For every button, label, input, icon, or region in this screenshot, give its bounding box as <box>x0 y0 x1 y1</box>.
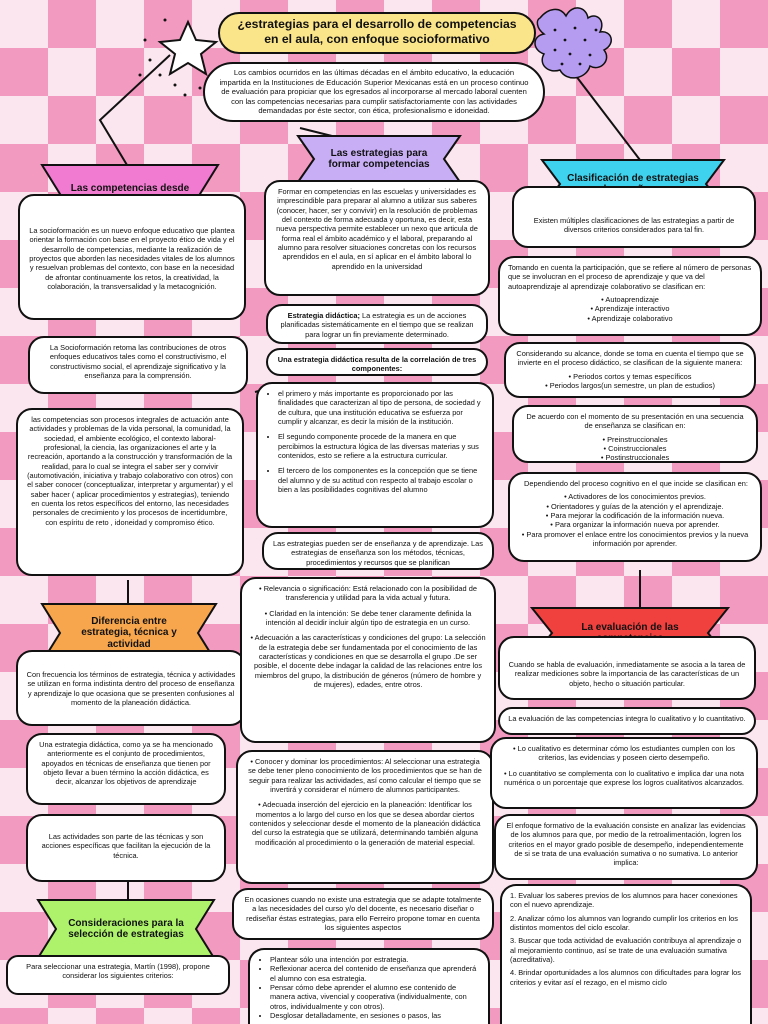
estrategia-didactica-box <box>26 733 226 805</box>
connector-line-left <box>100 55 170 170</box>
banner-consideraciones-label <box>56 902 196 956</box>
criterio-item: • Adecuación a las características y condiciones del grupo: La selección de la estrategia debe ser fundamentada por el conocimiento de las características y condiciones en que se desarrolla el grupo .De ser posible, el docente debe indagar la calidad de las relaciones entre los miembros del grupo, la distribución de géneros (número de hombre y de mujeres), edades, entre otros. <box>250 633 486 689</box>
socioformacion-text: La socioformación es un nuevo enfoque educativo que plantea orientar la formación con base en el proyecto ético de vida y el desarrollo de competencias, mediante la realización de proyectos que aborden las necesidades vitales de los alumnos y resuelvan problemas del contexto, con base en la necesidad de afrontar continuamente los retos, la creatividad, la colaboración, la transversalidad y la metacognición. <box>29 226 235 291</box>
formar-box <box>264 180 490 296</box>
estrategias-ensenanza-text: Las estrategias pueden ser de enseñanza y de aprendizaje. Las estrategias de enseñanza son los métodos, técnicas, procedimientos y recursos que se planifican <box>273 539 483 567</box>
momento-item: • Coinstruccionales <box>603 443 667 453</box>
enfoque-formativo-text: El enfoque formativo de la evaluación consiste en analizar las evidencias de los alumnos para que, por medio de la retroalimentación, logren los criterios en el mayor grado posible de desempeño, independientemente de si se trata de una evaluación sumativa o no sumativa. Lo anterior implica: <box>506 821 746 868</box>
alcance-box <box>504 342 756 398</box>
criterio-item: • Claridad en la intención: Se debe tener claramente definida la intención al decidir incluir algún tipo de estrategia en un curso. <box>250 609 486 628</box>
alcance-item-text: Periodos cortos y temas específicos <box>573 371 692 381</box>
banner-consideraciones-text: Consideraciones para la selección de estrategias <box>68 917 184 940</box>
implicacion-item: 2. Analizar cómo los alumnos van logrando cumplir los criterios en los distintos momentos del ciclo escolar. <box>510 913 738 932</box>
componente-item: • El segundo componente procede de la manera en que percibimos la estructura lógica de las diversas materias y sus contenidos, esto se refiere a la estructura curricular. <box>278 432 484 460</box>
componente-item: • el primero y más importante es proporcionado por las finalidades que caracterizan al tipo de persona, de sociedad y de cultura, que una institución educativa se esfuerza por cumplir y alcanzar, es decir la misión de la institución. <box>278 389 484 426</box>
intro-text: Los cambios ocurridos en las últimas décadas en el ámbito educativo, la educación impartida en la Instituciones de Educación Superior Mexicanas está en un proceso continuo de evaluación para propiciar que los egresados al incorporarse al mercado laboral cuenten con las competencias necesarias para cumplir satisfactoriamente con las actividades demandadas por éste sector, con ética, profesionalismo e idoneidad. <box>219 68 529 116</box>
competencias-definicion-box <box>16 408 244 576</box>
main-title <box>218 12 536 54</box>
banner-formar-text: Las estrategias para formar competencias <box>328 147 430 170</box>
clasificaciones-box <box>512 186 756 248</box>
cualitativo-cuantitativo-box <box>498 707 756 735</box>
cualitativo-box <box>490 737 758 809</box>
participacion-item: • Autoaprendizaje <box>601 294 659 304</box>
participacion-item-text: Autoaprendizaje <box>605 294 659 304</box>
ferreiro-text: En ocasiones cuando no existe una estrategia que se adapte totalmente a las necesidades del curso y/o del docente, es necesario diseñar o rediseñar éstas estrategias, para ello Ferreiro propone tomar en cuenta los siguientes aspectos <box>244 895 482 932</box>
estrategia-didactica-text: Una estrategia didáctica, como ya se ha mencionado anteriormente es el conjunto de procedimientos, apoyados en técnicas de enseñanza que tienen por objeto llevar a buen término la acción didáctica, es decir, alcanzar los objetivos de aprendizaje <box>39 740 213 787</box>
proceso-item: • Orientadores y guías de la atención y el aprendizaje. <box>546 501 724 511</box>
proceso-item: • Para mejorar la codificación de la información nueva. <box>545 510 725 520</box>
momento-item: • Preinstruccionales <box>602 434 668 444</box>
participacion-item-text: Aprendizaje interactivo <box>594 304 670 314</box>
alcance-item: • Periodos cortos y temas específicos <box>568 371 692 381</box>
hand-icon <box>535 8 611 78</box>
implicacion-item: 3. Buscar que toda actividad de evaluación contribuya al aprendizaje o al mejoramiento continuo, así se trate de una evaluación sumativa (acreditativa). <box>510 936 742 964</box>
componente-item: • El tercero de los componentes es la concepción que se tiene del alumno y de su actitud con respecto al trabajo escolar o bien a las posibilidades cognitivas del alumno <box>278 466 484 494</box>
procedimientos-box <box>236 750 494 884</box>
procedimiento-item: • Conocer y dominar los procedimientos: Al seleccionar una estrategia se debe tener pleno conocimiento de los procedimientos que se han de seguir para realizar las actividades, así como calcular el tiempo que se invertirá y considerar el número de alumnos participantes. <box>246 757 484 794</box>
diferencia-text: Con frecuencia los términos de estrategia, técnica y actividades se utilizan en forma indistinta dentro del proceso de enseñanza y aprendizaje lo que ocasiona que se presenten confusiones al momento de la planeación didáctica. <box>26 670 236 707</box>
banner-clasificacion-text: Clasificación de estrategias <box>567 172 699 184</box>
cualitativo-item: • Lo cuantitativo se complementa con lo cualitativo e implica dar una nota numérica o un porcentaje que exprese los logros cualitativos alcanzados. <box>500 769 748 788</box>
proceso-item-text: Para mejorar la codificación de la información nueva. <box>550 510 725 520</box>
socioformacion-box <box>18 194 246 320</box>
cualitativo-item: • Lo cualitativo es determinar cómo los estudiantes cumplen con los criterios, las evidencias y poseen cierto desempeño. <box>500 744 748 763</box>
participacion-item-text: Aprendizaje colaborativo <box>591 313 673 323</box>
correlacion-text: Una estrategia didáctica resulta de la correlación de tres componentes: <box>277 355 477 374</box>
componentes-box <box>256 382 494 528</box>
proceso-item: • Activadores de los conocimientos previos. <box>564 492 706 502</box>
estrategia-definicion-text: La estrategia es un de acciones planificadas sistemáticamente en el tiempo que se realizan para lograr un fin previamente determinado. <box>280 311 474 339</box>
criterios-seleccion-box <box>240 577 496 743</box>
correlacion-box <box>266 348 488 376</box>
implicacion-item: 1. Evaluar los saberes previos de los alumnos para hacer conexiones con el nuevo aprendizaje. <box>510 891 738 910</box>
cualitativo-cuantitativo-text: La evaluación de las competencias integra lo cualitativo y lo cuantitativo. <box>508 714 746 723</box>
estrategias-ensenanza-box <box>262 532 494 570</box>
implicaciones-box <box>500 884 752 1024</box>
alcance-text: Considerando su alcance, donde se toma en cuenta el tiempo que se invierte en el proceso didáctico, se clasifican de la siguiente manera: <box>516 349 744 368</box>
aspecto-item: • Reflexionar acerca del contenido de enseñanza que aprenderá el alumno con esa estrategia. <box>270 964 480 983</box>
evaluacion-text: Cuando se habla de evaluación, inmediatamente se asocia a la tarea de realizar mediciones sobre la importancia de las características de un objeto, hecho o situación particular. <box>508 660 746 688</box>
proceso-item-text: Orientadores y guías de la atención y el aprendizaje. <box>551 501 724 511</box>
proceso-cognitivo-box <box>508 472 762 562</box>
proceso-item-text: Para organizar la información nueva por aprender. <box>554 520 720 530</box>
banner-evaluacion-text: La evaluación de las <box>581 621 679 633</box>
estrategia-definicion-label: Estrategia didáctica; <box>287 311 360 320</box>
criterios-box <box>6 955 230 995</box>
banner-competencias-text: Las competencias desde <box>70 182 190 194</box>
implicacion-item: 4. Brindar oportunidades a los alumnos con dificultades para lograr los criterios y evitar así el rezago, en el mismo ciclo <box>510 968 741 987</box>
proceso-item-text: Activadores de los conocimientos previos. <box>568 492 706 502</box>
evaluacion-box <box>498 636 756 700</box>
enfoque-formativo-box <box>494 814 758 880</box>
momento-item-text: Postinstruccionales <box>605 453 670 463</box>
ferreiro-box <box>232 888 494 940</box>
actividades-box <box>26 814 226 882</box>
proceso-item: • Para promover el enlace entre los conocimientos previos y la nueva información por aprender. <box>521 529 749 548</box>
main-title-text: ¿estrategias para el desarrollo de competencias en el aula, con enfoque socioformativo <box>237 17 517 46</box>
participacion-text: Tomando en cuenta la participación, que se refiere al número de personas que se involucran en el proceso de aprendizaje y que va del autoaprendizaje al aprendizaje colaborativo se clasifican en: <box>508 263 752 291</box>
banner-formar-label <box>316 137 442 181</box>
participacion-item: • Aprendizaje colaborativo <box>587 313 673 323</box>
momento-item-text: Coinstruccionales <box>608 443 667 453</box>
aspecto-item: • Pensar cómo debe aprender el alumno ese contenido de manera activa, vivencial y cooperativa (individualmente, con otros, individualmente y con otros). <box>270 983 480 1011</box>
momento-box <box>512 405 758 463</box>
criterio-item: • Relevancia o significación: Está relacionado con la posibilidad de transferencia y utilidad para la vida actual y futura. <box>250 584 486 603</box>
banner-diferencia-text: Diferencia entre estrategia, técnica y actividad <box>81 615 177 650</box>
aspectos-box <box>248 948 490 1024</box>
momento-text: De acuerdo con el momento de su presentación en una secuencia de enseñanza se clasifican en: <box>526 412 744 431</box>
aspecto-item: • Plantear sólo una intención por estrategia. <box>270 955 480 964</box>
participacion-box <box>498 256 762 336</box>
momento-item: • Postinstruccionales <box>600 453 670 463</box>
competencias-definicion-text: las competencias son procesos integrales de actuación ante actividades y problemas de la vida personal, la comunidad, la sociedad, el ambiente ecológico, el contexto laboral-profesional, la ciencia, las organizaciones el arte y la recreación, aportando a la construcción y transformación de la realidad, para lo cual se integra el saber ser y convivir (automotivación, iniciativa y trabajo colaborativo con otros) con el saber conocer (conceptualizar, interpretar y argumentar) y el saber hacer ( aplicar procedimientos y estrategias), teniendo en cuenta los retos específicos del entorno, las necesidades personales de crecimiento y los procesos de incertidumbre, con espíritu de reto , idoneidad y compromiso ético. <box>27 415 233 527</box>
formar-text: Formar en competencias en las escuelas y universidades es imprescindible para preparar al alumno a utilizar sus saberes (conocer, hacer, ser y convivir) en la resolución de problemas del contexto de forma adecuada y oportuna, es decir, esta nueva perspectiva permite establecer un nexo que articula de forma real el ámbito académico y el laboral, preparando al alumno para resolver situaciones concretas con los recursos aprendidos en el aula, en sí aplicar en el ámbito laboral lo aprendido en la universidad <box>276 187 478 271</box>
proceso-cognitivo-text: Dependiendo del proceso cognitivo en el que incide se clasifican en: <box>524 479 748 488</box>
intro-box <box>203 62 545 122</box>
alcance-item-text: Periodos largos(un semestre, un plan de estudios) <box>549 380 715 390</box>
criterios-text: Para seleccionar una estrategia, Martín (1998), propone considerar los siguientes criterios: <box>26 962 210 981</box>
proceso-item: • Para organizar la información nueva por aprender. <box>550 520 720 530</box>
contribuciones-box <box>28 336 248 394</box>
actividades-text: Las actividades son parte de las técnicas y son acciones específicas que facilitan la ejecución de la técnica. <box>41 832 211 860</box>
clasificaciones-text: Existen múltiples clasificaciones de las estrategias a partir de diversos criterios considerados para tal fin. <box>533 216 735 235</box>
alcance-item: • Periodos largos(un semestre, un plan de estudios) <box>545 380 715 390</box>
procedimiento-item: • Adecuada inserción del ejercicio en la planeación: Identificar los momentos a lo largo del curso en los que se desea abordar ciertos contenidos y seleccionar desde el momento de la planeación didáctica del curso la estrategia que se utilizará, determinando también alguna modificación al procedimiento o la generación de material especial. <box>246 800 484 847</box>
proceso-item-text: Para promover el enlace entre los conocimientos previos y la nueva información por aprender. <box>526 529 749 548</box>
diferencia-box <box>16 650 246 726</box>
momento-item-text: Preinstruccionales <box>607 434 668 444</box>
contribuciones-text: La Socioformación retoma las contribuciones de otros enfoques educativos tales como el constructivismo, el constructivismo social, el aprendizaje significativo y la enseñanza para la comprensión. <box>49 343 227 380</box>
aspecto-item: • Desglosar detalladamente, en sesiones o pasos, las <box>270 1011 480 1020</box>
participacion-item: • Aprendizaje interactivo <box>590 304 670 314</box>
estrategia-definicion-box <box>266 304 488 344</box>
